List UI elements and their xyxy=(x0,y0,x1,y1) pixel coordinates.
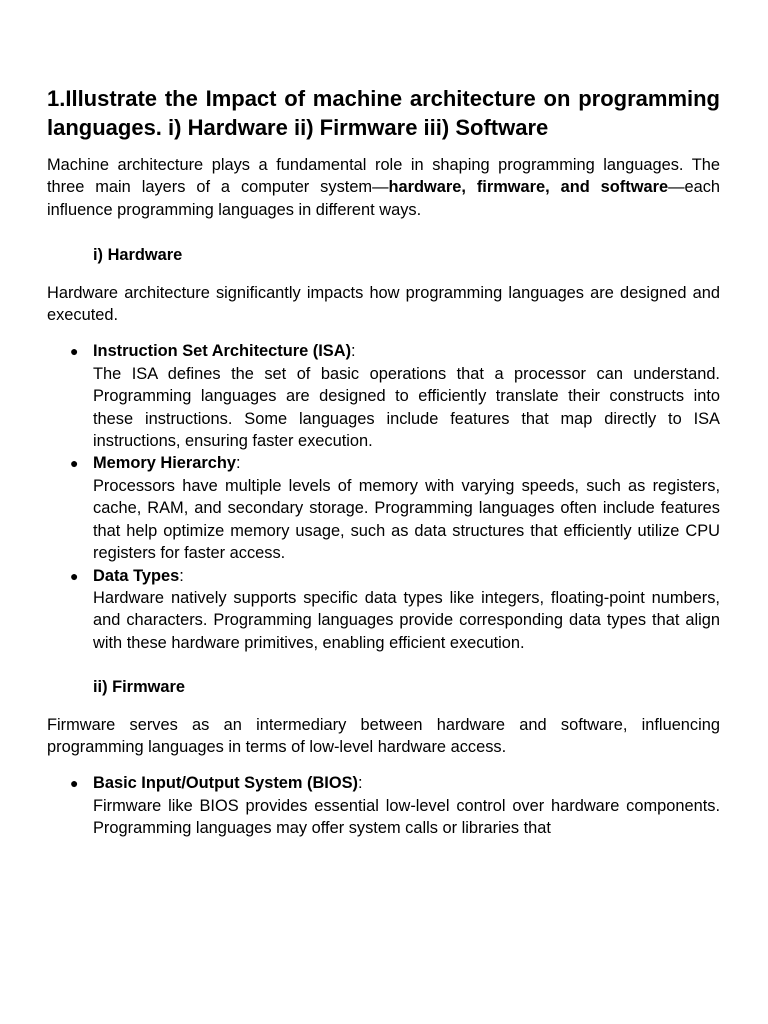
bullet-colon: : xyxy=(179,566,184,585)
list-item xyxy=(70,452,720,564)
list-item xyxy=(70,340,720,452)
bullet-colon: : xyxy=(351,342,356,361)
bullet-description: The ISA defines the set of basic operations that a processor can understand. Programming languages are designed to efficiently translate their constructs into these instructions. Some languages include features that map directly to ISA instructions, ensuring faster execution. xyxy=(93,364,720,451)
bullet-description: Firmware like BIOS provides essential low-level control over hardware components. Programming languages may offer system calls or libraries that xyxy=(93,796,720,838)
section-paragraph-hardware: Hardware architecture significantly impacts how programming languages are designed and executed. xyxy=(47,283,720,325)
intro-text-part2: —each influence programming languages in different ways. xyxy=(47,178,721,219)
bullet-term: Basic Input/Output System (BIOS) xyxy=(93,774,359,793)
bullet-icon: ● xyxy=(70,343,79,360)
bullet-term: Instruction Set Architecture (ISA) xyxy=(93,342,352,361)
page-title: 1.Illustrate the Impact of machine architecture on programming languages. i) Hardware ii) Firmware iii) Software xyxy=(47,86,720,140)
bullet-description: Processors have multiple levels of memory with varying speeds, such as registers, cache, RAM, and secondary storage. Programming languages often include features that help optimize memory usage, such as data structures that efficiently utilize CPU registers for faster access. xyxy=(93,476,720,563)
bullet-list-hardware xyxy=(47,340,720,654)
intro-text-part1: Machine architecture plays a fundamental role in shaping programming languages. The three main layers of a computer system— xyxy=(47,156,720,197)
intro-text-bold: hardware, firmware, and software xyxy=(388,178,669,197)
bullet-list-firmware xyxy=(47,772,720,839)
bullet-icon: ● xyxy=(70,567,79,584)
bullet-description: Hardware natively supports specific data types like integers, floating-point numbers, and characters. Programming languages provide corresponding data types that align with these hardware primitives, enabling efficient execution. xyxy=(93,588,720,652)
bullet-term: Data Types xyxy=(93,566,180,585)
intro-paragraph xyxy=(47,154,720,221)
section-heading-hardware: i) Hardware xyxy=(93,246,183,265)
list-item xyxy=(70,565,720,655)
bullet-colon: : xyxy=(236,454,241,473)
bullet-icon: ● xyxy=(70,775,79,792)
section-heading-firmware: ii) Firmware xyxy=(93,678,185,697)
bullet-term: Memory Hierarchy xyxy=(93,454,237,473)
section-paragraph-firmware: Firmware serves as an intermediary between hardware and software, influencing programming languages in terms of low-level hardware access. xyxy=(47,715,720,756)
bullet-colon: : xyxy=(358,774,363,793)
list-item xyxy=(70,772,720,839)
bullet-icon: ● xyxy=(70,455,79,472)
